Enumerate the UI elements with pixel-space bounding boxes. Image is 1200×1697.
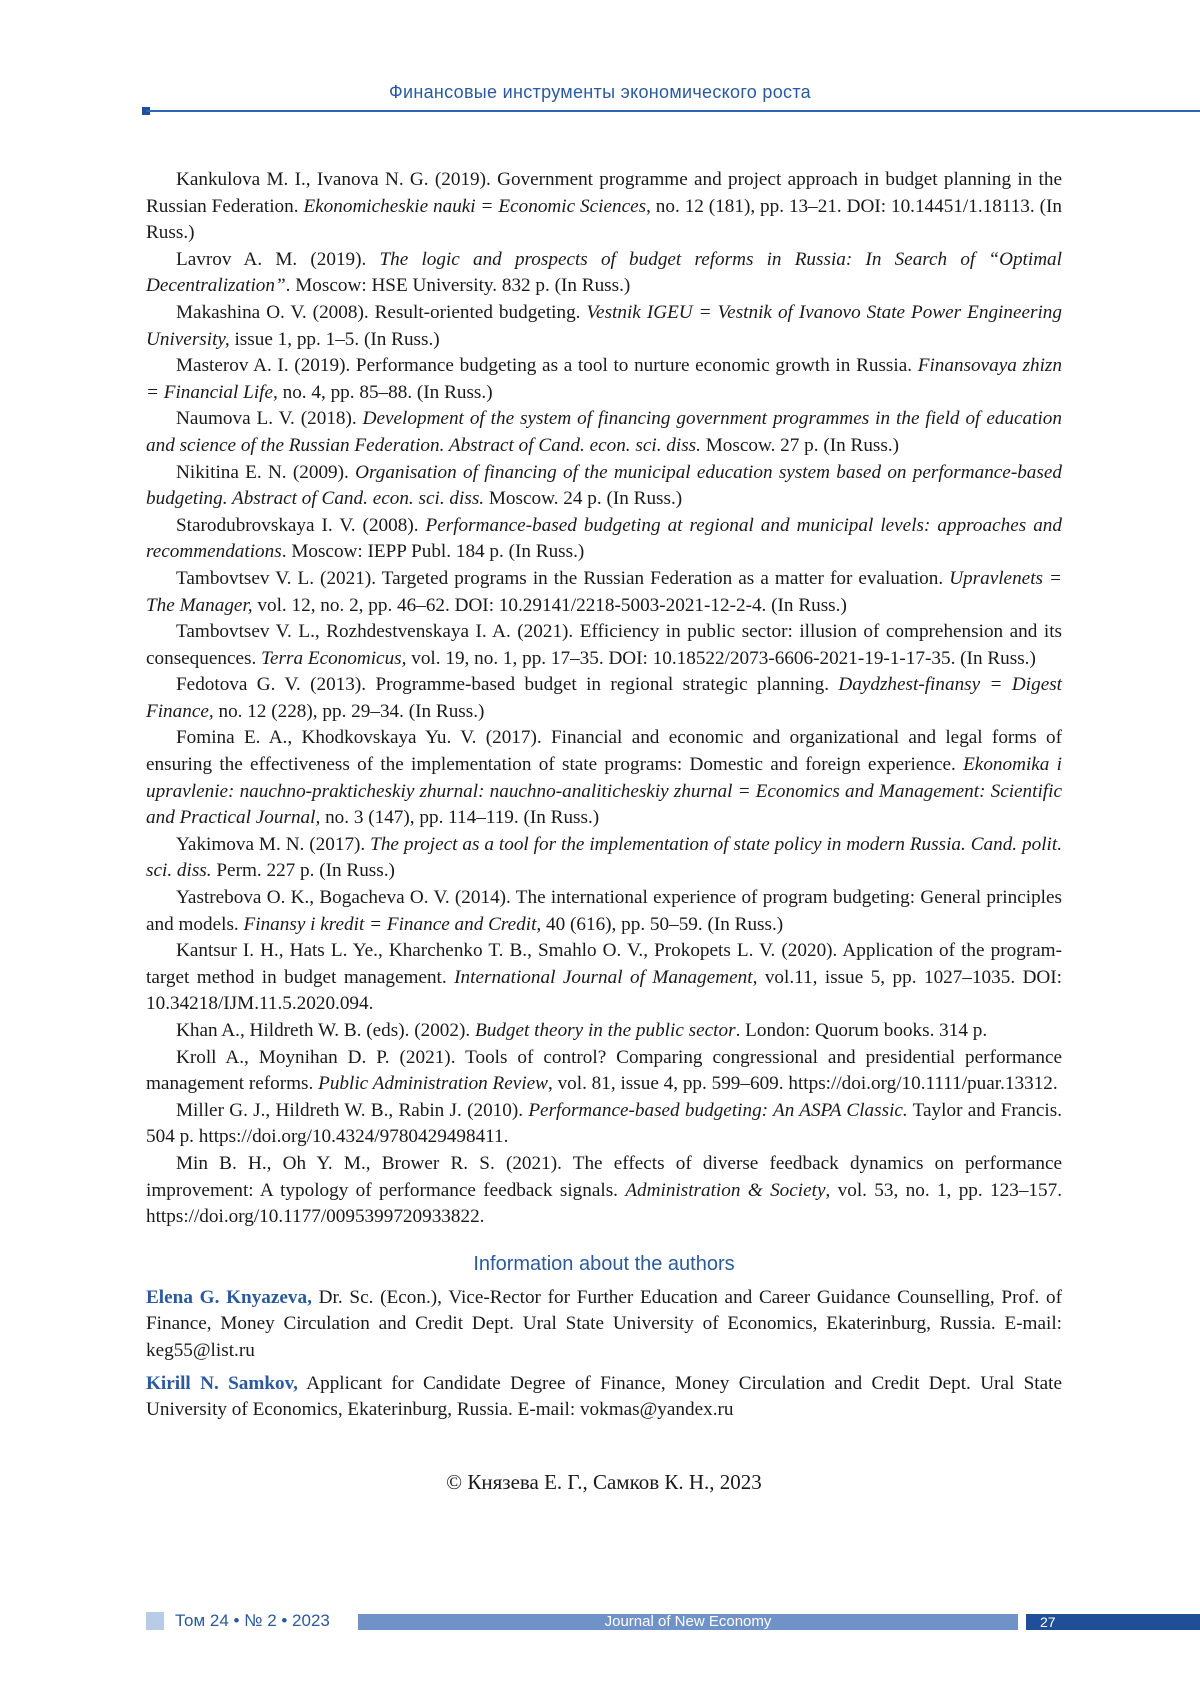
reference-text: Miller G. J., Hildreth W. B., Rabin J. (2010). bbox=[176, 1099, 529, 1121]
reference-text: Starodubrovskaya I. V. (2008). bbox=[176, 514, 426, 536]
reference-entry bbox=[146, 513, 1062, 566]
reference-text-end: . Moscow: IEPP Publ. 184 p. (In Russ.) bbox=[281, 541, 585, 563]
reference-source-title: Ekonomika i upravlenie: nauchno-prakticheskiy zhurnal: nauchno-analiticheskiy zhurnal = Economics and Management: Scientific and Practical Journal, bbox=[146, 754, 1062, 829]
reference-source-title: Budget theory in the public sector bbox=[474, 1020, 736, 1041]
reference-text-end: . London: Quorum books. 314 p. bbox=[735, 1020, 988, 1041]
reference-entry bbox=[146, 353, 1062, 406]
page-number: 27 bbox=[1040, 1614, 1056, 1630]
reference-text-end: Moscow. 24 p. (In Russ.) bbox=[484, 488, 683, 510]
reference-entry bbox=[146, 247, 1062, 300]
reference-list bbox=[146, 167, 1062, 1231]
running-title: Финансовые инструменты экономического роста bbox=[389, 82, 811, 102]
author-entry bbox=[146, 1285, 1062, 1365]
journal-name: Journal of New Economy bbox=[358, 1614, 1018, 1630]
reference-text-end: no. 4, pp. 85–88. (In Russ.) bbox=[277, 381, 493, 403]
reference-text: Masterov A. I. (2019). Performance budgeting as a tool to nurture economic growth in Russia. bbox=[176, 355, 918, 377]
author-details: Dr. Sc. (Econ.), Vice-Rector for Further Education and Career Guidance Counselling, Prof. of Finance, Money Circulation and Credit Dept. Ural State University of Economics, Ekaterinburg, Russia. E-mail: keg55@list.ru bbox=[146, 1286, 1062, 1361]
reference-text-end: , vol. 53, no. 1, pp. 123–157. https://doi.org/10.1177/0095399720933822. bbox=[146, 1179, 1062, 1228]
reference-text-end: . Moscow: HSE University. 832 p. (In Russ.) bbox=[285, 275, 631, 297]
author-name: Kirill N. Samkov, bbox=[146, 1372, 298, 1394]
reference-source-title: Vestnik IGEU = Vestnik of Ivanovo State Power Engineering University, bbox=[146, 301, 1062, 350]
reference-entry bbox=[146, 1151, 1062, 1231]
reference-source-title: Terra Economicus, bbox=[261, 647, 407, 669]
reference-source-title: Development of the system of financing government programmes in the field of education and science of the Russian Federation. Abstract of Cand. econ. sci. diss. bbox=[146, 408, 1062, 456]
reference-text: Tambovtsev V. L. (2021). Targeted programs in the Russian Federation as a matter for evaluation. bbox=[176, 567, 950, 589]
reference-source-title: Public Administration Review bbox=[318, 1073, 548, 1095]
reference-text: Fomina E. A., Khodkovskaya Yu. V. (2017). Financial and economic and organizational and legal forms of ensuring the effectiveness of the implementation of state programs: Domestic and foreign experience. bbox=[146, 727, 1062, 776]
reference-text: Lavrov A. M. (2019). bbox=[176, 248, 380, 270]
reference-source-title: The project as a tool for the implementation of state policy in modern Russia. Cand. polit. sci. diss. bbox=[146, 833, 1062, 882]
reference-text: Kantsur I. H., Hats L. Ye., Kharchenko T. B., Smahlo O. V., Prokopets L. V. (2020). Application of the program-target method in budget management. bbox=[146, 940, 1062, 988]
reference-text-end: , vol.11, issue 5, pp. 1027–1035. DOI: 10.34218/IJM.11.5.2020.094. bbox=[146, 966, 1063, 1015]
reference-text: Makashina O. V. (2008). Result-oriented budgeting. bbox=[176, 301, 587, 323]
reference-text: Kankulova M. I., Ivanova N. G. (2019). Government programme and project approach in budget planning in the Russian Federation. bbox=[146, 169, 1062, 217]
reference-source-title: Upravlenets = The Manager, bbox=[146, 567, 1062, 616]
reference-source-title: Finansy i kredit = Finance and Credit, bbox=[243, 913, 542, 935]
reference-text-end: issue 1, pp. 1–5. (In Russ.) bbox=[229, 328, 440, 350]
reference-text: Nikitina E. N. (2009). bbox=[176, 461, 356, 483]
page-number-box bbox=[1026, 1614, 1200, 1630]
reference-text: Min B. H., Oh Y. M., Brower R. S. (2021). The effects of diverse feedback dynamics on performance improvement: A typology of performance feedback signals. bbox=[146, 1152, 1062, 1201]
reference-text-end: Moscow. 27 p. (In Russ.) bbox=[700, 434, 900, 456]
reference-text-end: vol. 19, no. 1, pp. 17–35. DOI: 10.18522/2073-6606-2021-19-1-17-35. (In Russ.) bbox=[406, 647, 1036, 669]
reference-source-title: Organisation of financing of the municipal education system based on performance-based budgeting. Abstract of Cand. econ. sci. diss. bbox=[146, 461, 1062, 510]
reference-text: Fedotova G. V. (2013). Programme-based budget in regional strategic planning. bbox=[176, 674, 839, 696]
page-footer bbox=[0, 1612, 1200, 1630]
reference-entry bbox=[146, 885, 1062, 938]
reference-entry bbox=[146, 619, 1062, 672]
reference-text: Khan A., Hildreth W. B. (eds). (2002). bbox=[176, 1020, 475, 1041]
reference-entry bbox=[146, 1098, 1062, 1151]
reference-text-end: Perm. 227 p. (In Russ.) bbox=[211, 860, 395, 882]
reference-text: Yakimova M. N. (2017). bbox=[176, 833, 371, 855]
reference-entry bbox=[146, 460, 1062, 513]
reference-entry bbox=[146, 406, 1062, 459]
reference-source-title: International Journal of Management bbox=[454, 966, 753, 988]
reference-source-title: Finansovaya zhizn = Financial Life, bbox=[146, 355, 1062, 403]
reference-text-end: Taylor and Francis. 504 p. https://doi.org/10.4324/9780429498411. bbox=[146, 1099, 1062, 1148]
authors-list bbox=[146, 1285, 1062, 1424]
reference-entry bbox=[146, 167, 1062, 247]
authors-heading: Information about the authors bbox=[473, 1252, 735, 1275]
issue-info: Том 24 • № 2 • 2023 bbox=[175, 1611, 330, 1630]
author-details: Applicant for Candidate Degree of Finance, Money Circulation and Credit Dept. Ural State University of Economics, Ekaterinburg, Russia. E-mail: vokmas@yandex.ru bbox=[146, 1372, 1062, 1421]
reference-entry bbox=[146, 566, 1062, 619]
reference-text-end: 40 (616), pp. 50–59. (In Russ.) bbox=[541, 913, 784, 935]
reference-source-title: Administration & Society bbox=[625, 1179, 826, 1201]
reference-entry bbox=[146, 1018, 1062, 1045]
reference-entry bbox=[146, 1045, 1062, 1098]
reference-entry bbox=[146, 725, 1062, 831]
footer-square-marker bbox=[146, 1612, 164, 1630]
reference-text-end: , no. 12 (181), pp. 13–21. DOI: 10.14451/1.18113. (In Russ.) bbox=[146, 195, 1062, 244]
reference-text-end: no. 3 (147), pp. 114–119. (In Russ.) bbox=[320, 807, 600, 829]
reference-entry bbox=[146, 938, 1062, 1018]
reference-text: Naumova L. V. (2018). bbox=[176, 408, 363, 430]
copyright-notice: © Князева Е. Г., Самков К. Н., 2023 bbox=[446, 1469, 762, 1494]
reference-text-end: , vol. 81, issue 4, pp. 599–609. https://doi.org/10.1111/puar.13312. bbox=[547, 1073, 1058, 1095]
reference-source-title: Performance-based budgeting at regional and municipal levels: approaches and recommendations bbox=[146, 514, 1062, 563]
reference-entry bbox=[146, 672, 1062, 725]
reference-text: Yastrebova O. K., Bogacheva O. V. (2014). The international experience of program budgeting: General principles and models. bbox=[146, 887, 1062, 935]
author-name: Elena G. Knyazeva, bbox=[146, 1286, 312, 1308]
reference-text: Tambovtsev V. L., Rozhdestvenskaya I. A. (2021). Efficiency in public sector: illusion of comprehension and its consequences. bbox=[146, 621, 1062, 669]
reference-source-title: The logic and prospects of budget reforms in Russia: In Search of “Optimal Decentralization” bbox=[146, 248, 1062, 297]
reference-source-title: Performance-based budgeting: An ASPA Classic. bbox=[528, 1099, 908, 1121]
reference-text: Kroll A., Moynihan D. P. (2021). Tools of control? Comparing congressional and presidential performance management reforms. bbox=[146, 1046, 1062, 1095]
header-rule bbox=[146, 110, 1200, 112]
author-entry bbox=[146, 1371, 1062, 1424]
reference-text-end: no. 12 (228), pp. 29–34. (In Russ.) bbox=[213, 700, 485, 722]
reference-source-title: Daydzhest-finansy = Digest Finance, bbox=[146, 674, 1063, 722]
page-content bbox=[146, 167, 1062, 1496]
reference-source-title: Ekonomicheskie nauki = Economic Sciences bbox=[303, 195, 647, 217]
reference-text-end: vol. 12, no. 2, pp. 46–62. DOI: 10.29141/2218-5003-2021-12-2-4. (In Russ.) bbox=[252, 594, 847, 616]
reference-entry bbox=[146, 300, 1062, 353]
reference-entry bbox=[146, 832, 1062, 885]
